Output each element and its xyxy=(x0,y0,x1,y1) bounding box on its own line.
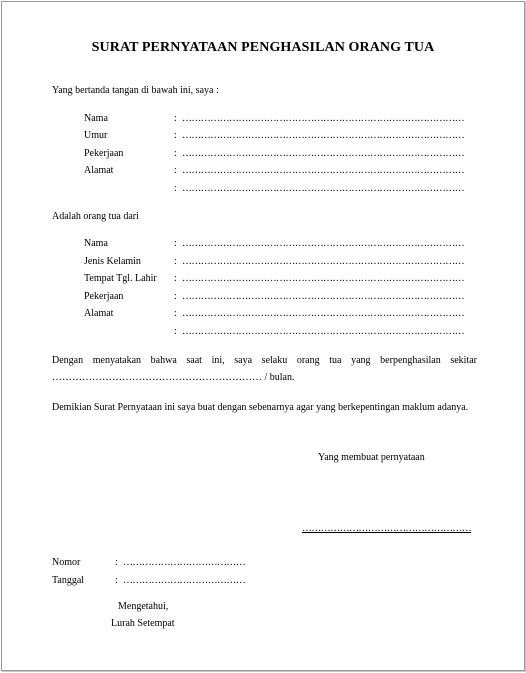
signer-label: Yang membuat pernyataan xyxy=(318,452,425,463)
field-colon: : xyxy=(174,291,177,302)
field-blank: ……………………………………………………………………………… xyxy=(182,273,465,284)
field-label: Tempat Tgl. Lahir xyxy=(84,273,157,284)
field-colon: : xyxy=(174,130,177,141)
field-blank: ……………………………………………………………………………… xyxy=(182,238,465,249)
nomor-label: Nomor xyxy=(52,557,81,568)
field-label: Umur xyxy=(84,130,108,141)
field-label: Pekerjaan xyxy=(84,291,124,302)
field-colon: : xyxy=(174,308,177,319)
field-blank: ……………………………………………………………………………… xyxy=(182,291,465,302)
field-label: Nama xyxy=(84,113,108,124)
tanggal-colon: : xyxy=(115,575,118,586)
document-page xyxy=(1,1,525,671)
field-blank: ……………………………………………………………………………… xyxy=(182,130,465,141)
nomor-blank: ………………………………… xyxy=(123,557,246,568)
signature-line: ……………………………………………… xyxy=(302,523,472,534)
field-row xyxy=(2,273,524,287)
field-label: Alamat xyxy=(84,308,114,319)
acknowledgement-title: Lurah Setempat xyxy=(111,618,175,629)
field-blank: ……………………………………………………………………………… xyxy=(182,308,465,319)
field-colon: : xyxy=(174,183,177,194)
field-colon: : xyxy=(174,326,177,337)
field-colon: : xyxy=(174,256,177,267)
field-colon: : xyxy=(174,113,177,124)
field-row xyxy=(2,238,524,252)
field-label: Alamat xyxy=(84,165,114,176)
field-row xyxy=(2,291,524,305)
intro-text: Yang bertanda tangan di bawah ini, saya : xyxy=(52,85,219,96)
field-blank: ……………………………………………………………………………… xyxy=(182,148,465,159)
field-blank: ……………………………………………………………………………… xyxy=(182,183,465,194)
field-blank: ……………………………………………………………………………… xyxy=(182,256,465,267)
field-label: Jenis Kelamin xyxy=(84,256,141,267)
field-row xyxy=(2,256,524,270)
field-colon: : xyxy=(174,238,177,249)
field-row xyxy=(2,183,524,197)
field-colon: : xyxy=(174,273,177,284)
field-blank: ……………………………………………………………………………… xyxy=(182,165,465,176)
acknowledgement-heading: Mengetahui, xyxy=(118,601,169,612)
income-statement: Dengan menyatakan bahwa saat ini, saya selaku orang tua yang berpenghasilan sekitar ……………………………………………………… / bulan. xyxy=(52,355,477,383)
field-colon: : xyxy=(174,165,177,176)
field-row xyxy=(2,165,524,179)
field-label: Pekerjaan xyxy=(84,148,124,159)
field-row xyxy=(2,308,524,322)
tanggal-blank: ………………………………… xyxy=(123,575,246,586)
field-row xyxy=(2,148,524,162)
field-row xyxy=(2,113,524,127)
parent-intro-text: Adalah orang tua dari xyxy=(52,211,139,222)
closing-statement: Demikian Surat Pernyataan ini saya buat dengan sebenarnya agar yang berkepentingan maklum adanya. xyxy=(52,402,469,413)
field-blank: ……………………………………………………………………………… xyxy=(182,113,465,124)
document-title: SURAT PERNYATAAN PENGHASILAN ORANG TUA xyxy=(91,40,435,55)
nomor-colon: : xyxy=(115,557,118,568)
tanggal-label: Tanggal xyxy=(52,575,85,586)
field-blank: ……………………………………………………………………………… xyxy=(182,326,465,337)
field-row xyxy=(2,326,524,340)
field-row xyxy=(2,130,524,144)
field-label: Nama xyxy=(84,238,108,249)
field-colon: : xyxy=(174,148,177,159)
